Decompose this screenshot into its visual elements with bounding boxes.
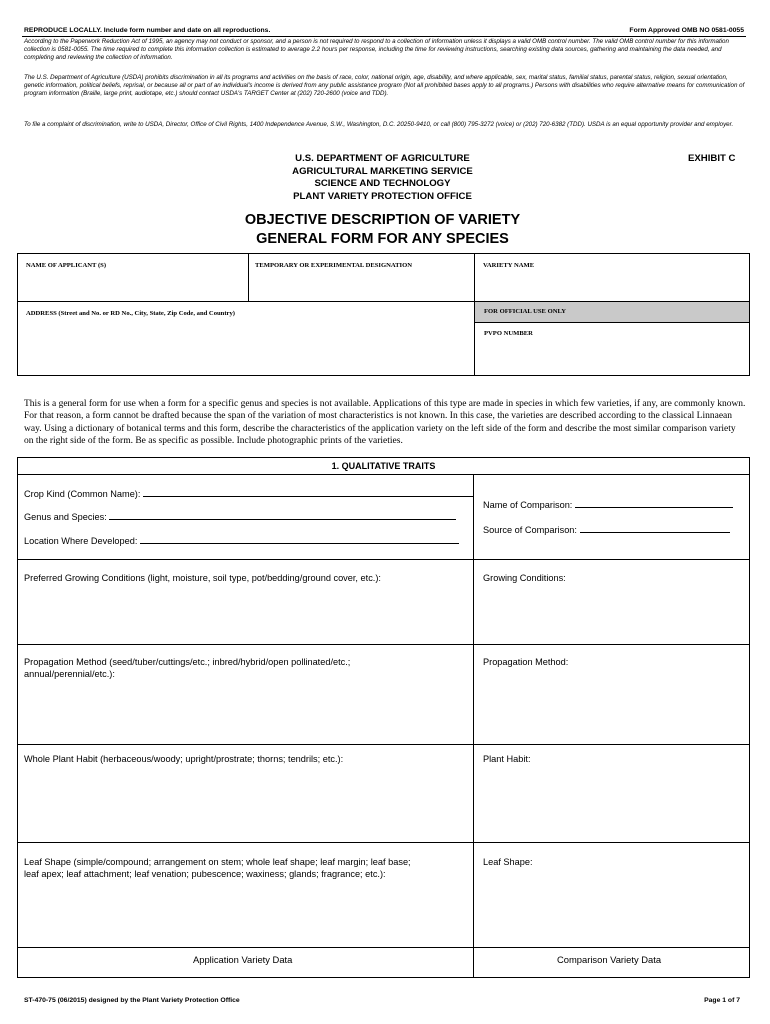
exhibit-label: EXHIBIT C (688, 153, 736, 164)
location-field[interactable] (24, 534, 459, 547)
official-use-label: FOR OFFICIAL USE ONLY (484, 308, 567, 315)
paperwork-notice: According to the Paperwork Reduction Act of 1995, an agency may not conduct or sponsor, and a person is not required to respond to a collection of information unless it displays a valid OMB control number. The valid OMB control number for this information collection is 0581-0055. The time required to complete this information collection is estimated to average 2.2 hours per response, including the time for reviewing instructions, searching existing data sources, gathering and maintaining the data needed, and completing and reviewing the collection of information. (24, 38, 729, 62)
row-divider (17, 947, 750, 948)
applicant-grid (17, 253, 750, 376)
comparison-source-input[interactable] (580, 523, 730, 533)
propagation-line-1: Propagation Method (seed/tuber/cuttings/etc.; inbred/hybrid/open pollinated/etc.; (24, 657, 351, 667)
crop-kind-field[interactable] (24, 487, 473, 500)
agency-block (200, 153, 565, 203)
location-label: Location Where Developed: (24, 536, 138, 546)
comparison-name-input[interactable] (575, 498, 733, 508)
agency-line-1: U.S. DEPARTMENT OF AGRICULTURE (295, 153, 470, 164)
reproduce-note: REPRODUCE LOCALLY. Include form number and date on all reproductions. (24, 27, 271, 34)
designation-field[interactable]: TEMPORARY OR EXPERIMENTAL DESIGNATION (255, 262, 412, 269)
genus-species-input[interactable] (109, 510, 456, 520)
row-divider (17, 744, 750, 745)
applicant-name-field[interactable]: NAME OF APPLICANT (S) (26, 262, 107, 269)
comparison-column-label: Comparison Variety Data (557, 954, 662, 965)
omb-note: Form Approved OMB NO 0581-0055 (629, 27, 744, 34)
crop-kind-label: Crop Kind (Common Name): (24, 489, 141, 499)
row-divider (17, 842, 750, 843)
header-rule (22, 36, 746, 37)
section-border (17, 475, 18, 977)
intro-paragraph: This is a general form for use when a form for a specific genus and species is not available. Applications of this type are made in species in which few varieties, if any, are commonly known. For that reason, a form cannot be drafted because the span of the variation of most characteristics is not known. In this case, the varieties are described according to the classical Linnaean way. Using a dictionary of botanical terms and this form, describe the characteristics of the application variety on the left side of the form and describe the most similar comparison variety on the right side of the form. Be as specific as possible. Include photographic prints of the varieties. (24, 399, 746, 447)
grid-divider (248, 254, 249, 301)
pvpo-number-field[interactable]: PVPO NUMBER (484, 330, 533, 337)
column-divider (473, 475, 474, 977)
propagation-method-field[interactable] (24, 656, 469, 680)
crop-kind-input[interactable] (143, 487, 473, 497)
genus-species-label: Genus and Species: (24, 512, 107, 522)
row-divider (17, 977, 750, 978)
leaf-shape-line-2: leaf apex; leaf attachment; leaf venation; pubescence; waxiness; glands; fragrance; etc.): (24, 869, 386, 879)
complaint-notice: To file a complaint of discrimination, write to USDA, Director, Office of Civil Rights, 1400 Independence Avenue, S.W., Washington, D.C. 20250-9410, or call (800) 795-3272 (voice) or (202) 720-6382 (TDD). USDA is an equal opportunity provider and employer. (24, 121, 734, 128)
comparison-name-label: Name of Comparison: (483, 500, 573, 510)
form-id: ST-470-75 (06/2015) designed by the Plant Variety Protection Office (24, 997, 240, 1004)
variety-name-field[interactable]: VARIETY NAME (483, 262, 535, 269)
row-divider (17, 644, 750, 645)
row-divider (17, 559, 750, 560)
title-line-2: GENERAL FORM FOR ANY SPECIES (256, 230, 509, 247)
grid-divider (474, 322, 749, 323)
agency-line-4: PLANT VARIETY PROTECTION OFFICE (293, 190, 472, 202)
comparison-growing-field[interactable]: Growing Conditions: (483, 573, 566, 583)
propagation-line-2: annual/perennial/etc.): (24, 669, 115, 679)
comparison-propagation-field[interactable]: Propagation Method: (483, 657, 569, 667)
form-title (160, 211, 605, 248)
application-column-label: Application Variety Data (193, 954, 293, 965)
leaf-shape-field[interactable] (24, 856, 469, 880)
growing-conditions-field[interactable]: Preferred Growing Conditions (light, moisture, soil type, pot/bedding/ground cover, etc.): (24, 573, 381, 583)
comparison-leaf-field[interactable]: Leaf Shape: (483, 857, 533, 867)
official-use-banner (475, 302, 749, 322)
agency-line-2: AGRICULTURAL MARKETING SERVICE (292, 165, 473, 177)
section-heading: 1. QUALITATIVE TRAITS (17, 457, 750, 475)
location-input[interactable] (140, 534, 459, 544)
title-line-1: OBJECTIVE DESCRIPTION OF VARIETY (244, 212, 521, 228)
comparison-source-field[interactable] (483, 523, 730, 536)
qualitative-traits-section (17, 457, 750, 1017)
plant-habit-field[interactable]: Whole Plant Habit (herbaceous/woody; upright/prostrate; thorns; tendrils; etc.): (24, 754, 344, 764)
comparison-habit-field[interactable]: Plant Habit: (483, 754, 531, 764)
genus-species-field[interactable] (24, 510, 456, 523)
agency-line-3: SCIENCE AND TECHNOLOGY (314, 178, 451, 189)
nondiscrimination-notice: The U.S. Department of Agriculture (USDA) prohibits discrimination in all its programs and activities on the basis of race, color, national origin, age, disability, and where applicable, sex, marital status, familial status, parental status, religion, sexual orientation, genetic information, political beliefs, reprisal, or because all or part of an individual's income is derived from any public assistance program (Not all prohibited bases apply to all programs.) Persons with disabilities who require alternative means for communication of program information (Braille, large print, audiotape, etc.) should contact USDA's TARGET Center at (202) 720-2600 (voice and TDD). (24, 74, 745, 98)
section-border (749, 475, 750, 977)
comparison-source-label: Source of Comparison: (483, 525, 577, 535)
address-field[interactable]: ADDRESS (Street and No. or RD No., City, State, Zip Code, and Country) (26, 310, 235, 317)
leaf-shape-line-1: Leaf Shape (simple/compound; arrangement on stem; whole leaf shape; leaf margin; leaf base; (24, 857, 411, 867)
comparison-name-field[interactable] (483, 498, 733, 511)
page-number: Page 1 of 7 (704, 997, 740, 1004)
